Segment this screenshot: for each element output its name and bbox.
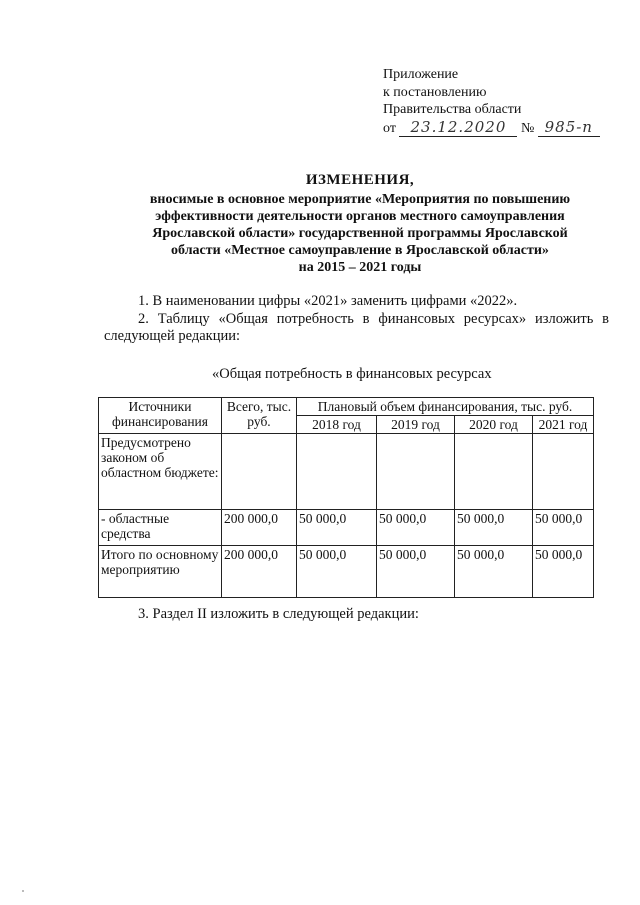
appendix-date-line	[383, 119, 600, 138]
row-value-2018: 50 000,0	[297, 546, 377, 598]
title-line-3: Ярославской области» государственной программы Ярославской	[152, 226, 568, 241]
row-total: 200 000,0	[222, 546, 297, 598]
number-label: №	[520, 120, 535, 136]
row-value-2020	[455, 434, 533, 510]
header-source: Источники финансирования	[99, 398, 222, 434]
row-value-2019: 50 000,0	[377, 510, 455, 546]
header-total: Всего, тыс. руб.	[222, 398, 297, 434]
row-value-2018	[297, 434, 377, 510]
row-value-2020: 50 000,0	[455, 546, 533, 598]
row-label: Итого по основному мероприятию	[99, 546, 222, 598]
row-label: - областные средства	[99, 510, 222, 546]
scan-speck	[22, 890, 24, 892]
handwritten-number: 985-п	[538, 119, 600, 138]
title-line-4: области «Местное самоуправление в Ярославской области»	[171, 243, 549, 258]
row-value-2020: 50 000,0	[455, 510, 533, 546]
table-row	[99, 510, 594, 546]
row-value-2018: 50 000,0	[297, 510, 377, 546]
row-value-2019	[377, 434, 455, 510]
row-total	[222, 434, 297, 510]
title-line-2: эффективности деятельности органов местного самоуправления	[155, 209, 565, 224]
row-total: 200 000,0	[222, 510, 297, 546]
title-heading: ИЗМЕНЕНИЯ,	[305, 172, 415, 188]
document-title	[100, 172, 620, 276]
appendix-line-2: к постановлению	[383, 84, 487, 100]
row-value-2021	[533, 434, 594, 510]
header-year-2020: 2020 год	[455, 416, 533, 434]
row-label: Предусмотрено законом об областном бюджете:	[99, 434, 222, 510]
row-value-2021: 50 000,0	[533, 546, 594, 598]
table-caption: «Общая потребность в финансовых ресурсах	[212, 366, 492, 382]
header-year-2019: 2019 год	[377, 416, 455, 434]
appendix-line-3: Правительства области	[383, 102, 522, 117]
row-value-2019: 50 000,0	[377, 546, 455, 598]
paragraph-3: 3. Раздел II изложить в следующей редакции:	[138, 606, 419, 622]
row-value-2021: 50 000,0	[533, 510, 594, 546]
header-planned: Плановый объем финансирования, тыс. руб.	[297, 398, 594, 416]
header-year-2021: 2021 год	[533, 416, 594, 434]
table-row	[99, 434, 594, 510]
from-label: от	[383, 120, 396, 136]
title-line-5: на 2015 – 2021 годы	[298, 260, 422, 275]
title-line-1: вносимые в основное мероприятие «Мероприятия по повышению	[149, 192, 571, 207]
paragraph-2: 2. Таблицу «Общая потребность в финансовых ресурсах» изложить в следующей редакции:	[104, 311, 609, 344]
appendix-line-1: Приложение	[383, 67, 459, 82]
paragraph-1: 1. В наименовании цифры «2021» заменить цифрами «2022».	[138, 293, 518, 309]
header-year-2018: 2018 год	[297, 416, 377, 434]
table-row	[99, 546, 594, 598]
financing-table	[98, 397, 594, 598]
handwritten-date: 23.12.2020	[399, 119, 517, 138]
appendix-block	[383, 66, 600, 137]
table-header-row	[99, 398, 594, 416]
